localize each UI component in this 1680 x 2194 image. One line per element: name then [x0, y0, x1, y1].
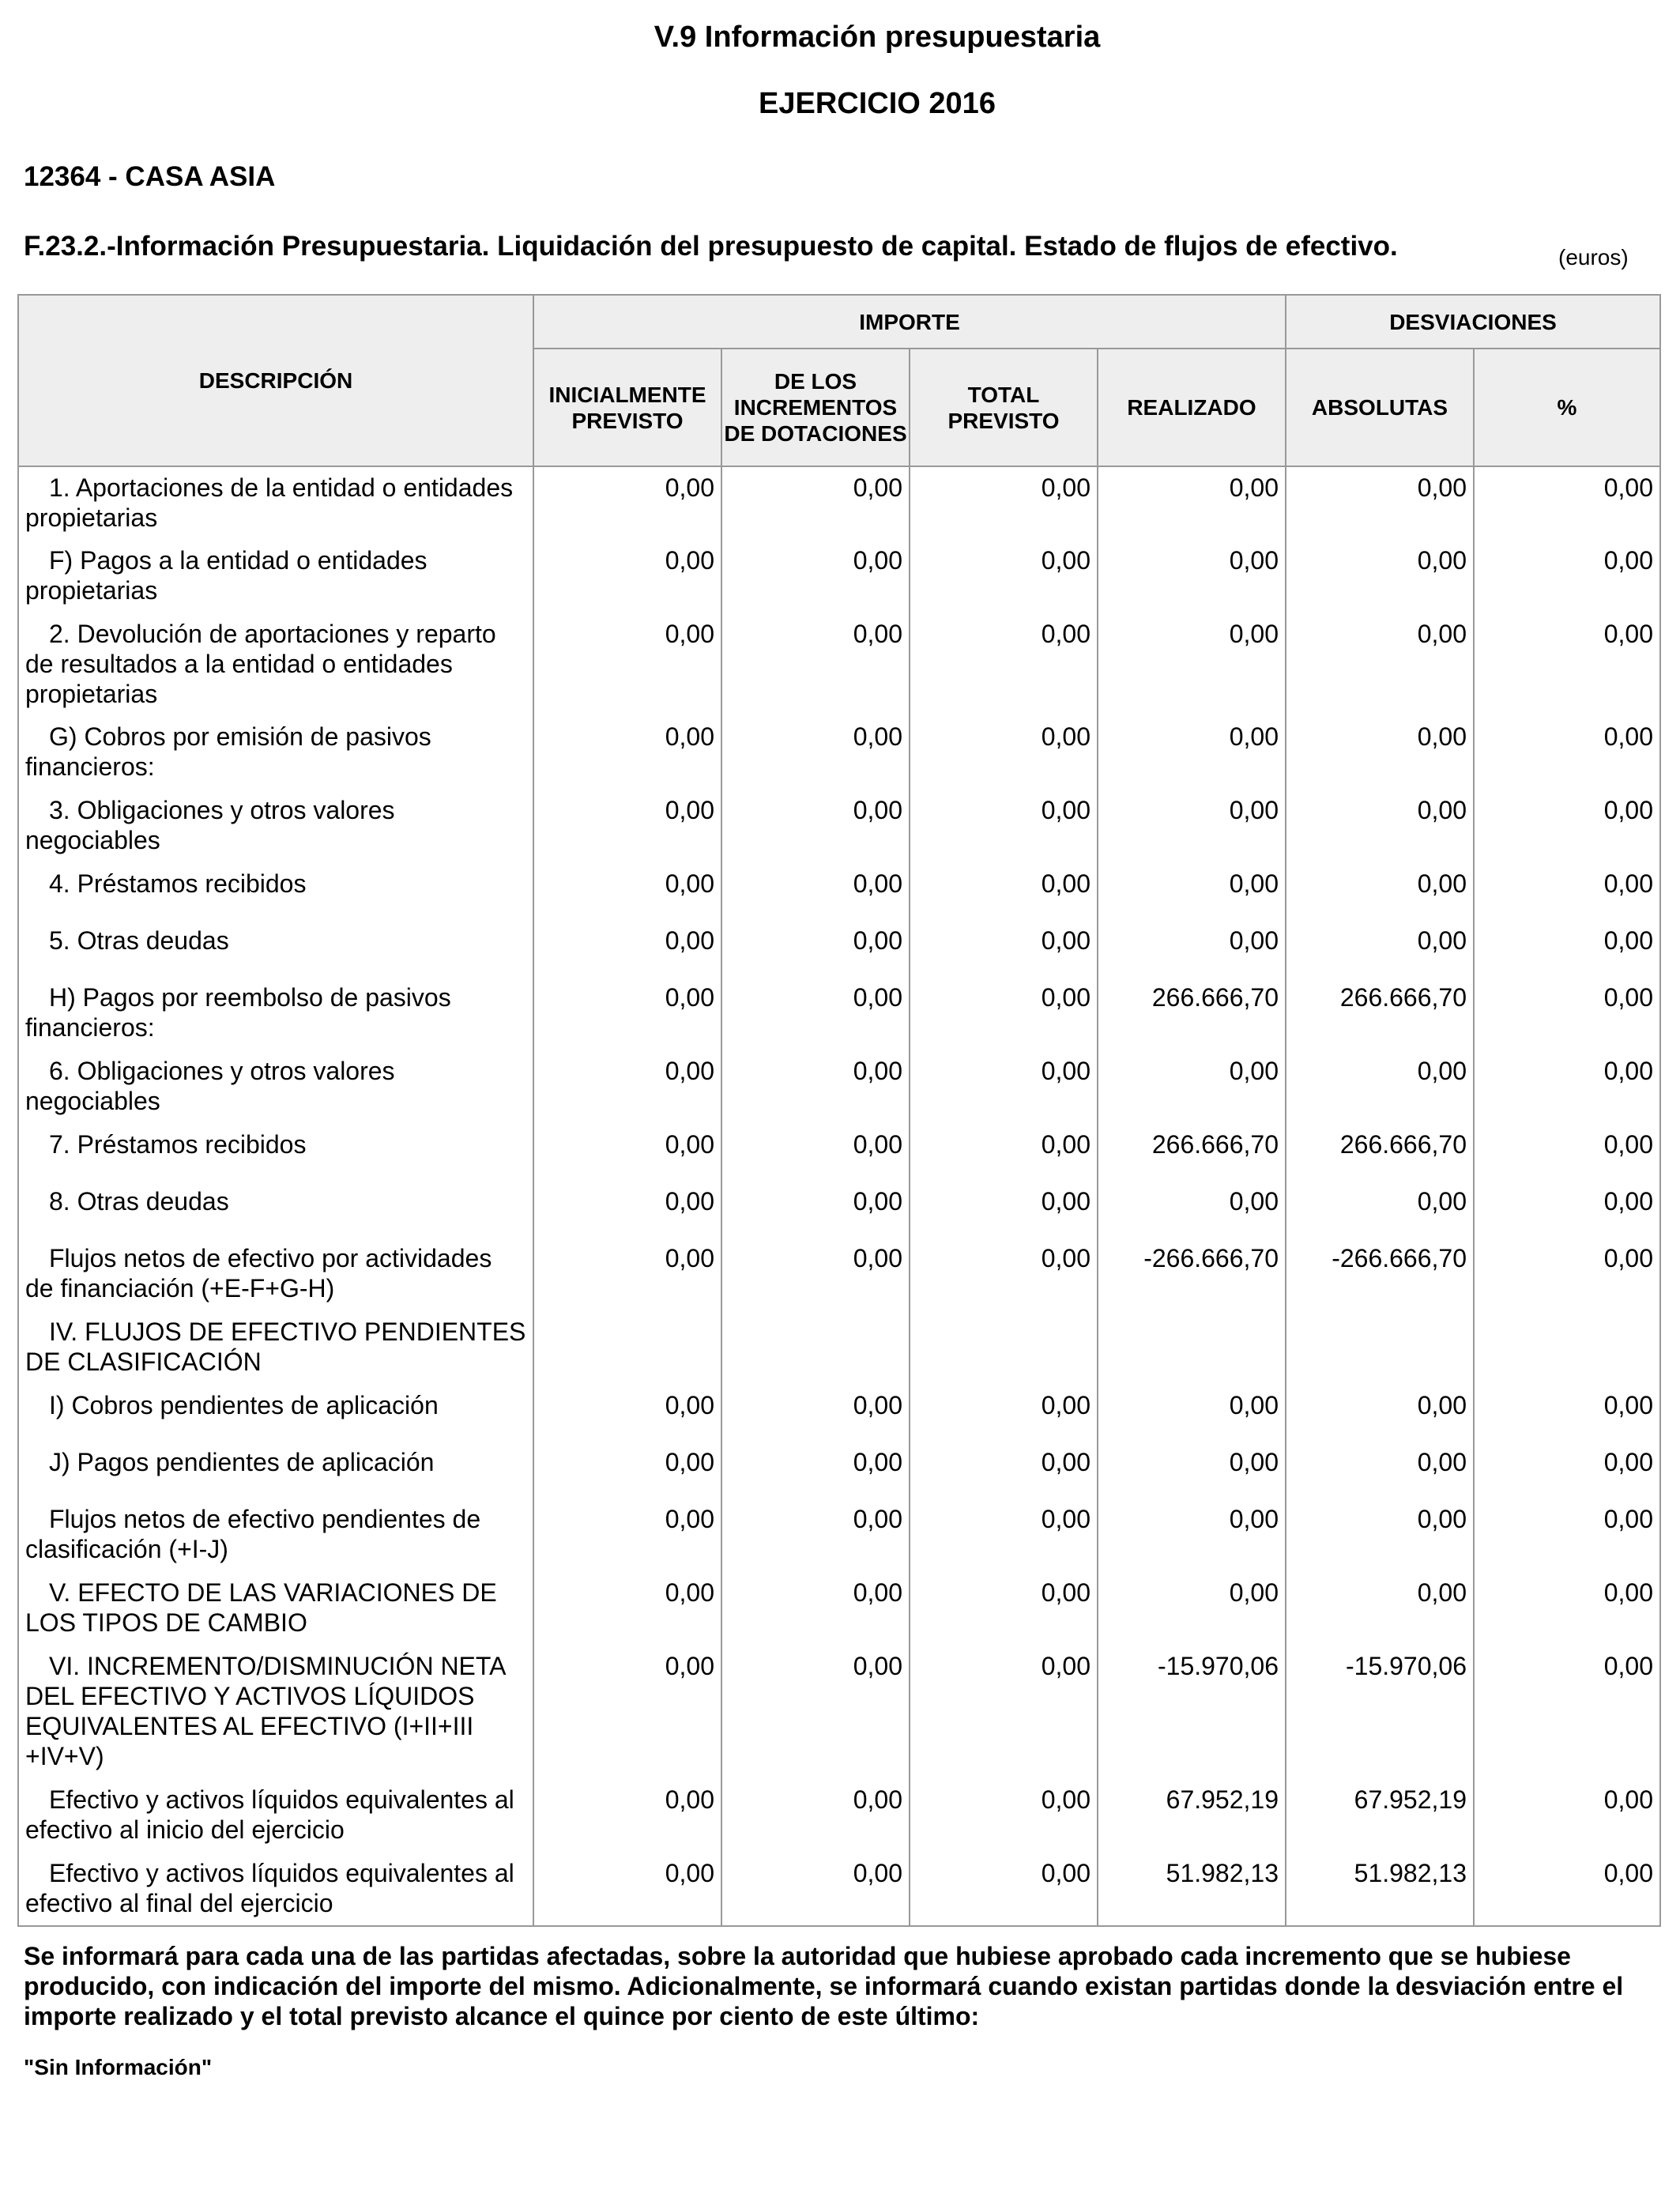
- cash-flow-table: [17, 294, 1661, 1927]
- cell-realizado: 0,00: [1098, 1442, 1286, 1498]
- row-description: [18, 716, 533, 790]
- cell-absolutas: 266.666,70: [1286, 1124, 1474, 1181]
- row-label: 1. Aportaciones de la entidad o entidades propietarias: [25, 473, 514, 532]
- cell-incrementos-dotaciones: 0,00: [721, 1050, 910, 1124]
- header-total-previsto: TOTAL PREVISTO: [910, 349, 1098, 466]
- header-importe: IMPORTE: [533, 295, 1286, 349]
- cell-incrementos-dotaciones: 0,00: [721, 1442, 910, 1498]
- cell-absolutas: 0,00: [1286, 540, 1474, 613]
- table-row: [18, 540, 1660, 613]
- cell-absolutas: 0,00: [1286, 466, 1474, 540]
- cell-incrementos-dotaciones: 0,00: [721, 863, 910, 920]
- table-row: [18, 1181, 1660, 1238]
- cell-inicialmente-previsto: 0,00: [533, 1050, 721, 1124]
- cell-incrementos-dotaciones: 0,00: [721, 1498, 910, 1572]
- cell-realizado: 0,00: [1098, 1050, 1286, 1124]
- cell-inicialmente-previsto: 0,00: [533, 863, 721, 920]
- cell-absolutas: 0,00: [1286, 1385, 1474, 1442]
- cell-absolutas: 0,00: [1286, 613, 1474, 716]
- entity-name: 12364 - CASA ASIA: [24, 161, 276, 192]
- cell-absolutas: 0,00: [1286, 1498, 1474, 1572]
- cell-porcentaje: 0,00: [1474, 716, 1660, 790]
- exercise-year: EJERCICIO 2016: [759, 87, 996, 120]
- table-row: [18, 716, 1660, 790]
- cell-total-previsto: 0,00: [910, 1124, 1098, 1181]
- cell-total-previsto: 0,00: [910, 1385, 1098, 1442]
- table-row: [18, 613, 1660, 716]
- row-description: [18, 1572, 533, 1646]
- cell-total-previsto: 0,00: [910, 920, 1098, 977]
- cell-inicialmente-previsto: 0,00: [533, 1385, 721, 1442]
- cell-incrementos-dotaciones: 0,00: [721, 1646, 910, 1779]
- cell-total-previsto: 0,00: [910, 540, 1098, 613]
- table-row: [18, 1853, 1660, 1926]
- row-description: [18, 1442, 533, 1498]
- cell-realizado: -15.970,06: [1098, 1646, 1286, 1779]
- row-label: V. EFECTO DE LAS VARIACIONES DE LOS TIPOS DE CAMBIO: [25, 1578, 497, 1637]
- table-row: [18, 790, 1660, 863]
- cell-incrementos-dotaciones: [721, 1311, 910, 1385]
- cell-porcentaje: 0,00: [1474, 613, 1660, 716]
- cell-realizado: 0,00: [1098, 613, 1286, 716]
- cell-total-previsto: 0,00: [910, 1572, 1098, 1646]
- cell-absolutas: 51.982,13: [1286, 1853, 1474, 1926]
- row-description: [18, 613, 533, 716]
- header-incrementos-dotaciones: DE LOS INCREMENTOS DE DOTACIONES: [721, 349, 910, 466]
- cell-porcentaje: 0,00: [1474, 920, 1660, 977]
- cell-total-previsto: 0,00: [910, 1050, 1098, 1124]
- row-label: IV. FLUJOS DE EFECTIVO PENDIENTES DE CLASIFICACIÓN: [25, 1318, 526, 1376]
- cell-porcentaje: 0,00: [1474, 1779, 1660, 1853]
- row-label: Efectivo y activos líquidos equivalentes al efectivo al final del ejercicio: [25, 1859, 514, 1917]
- cell-porcentaje: 0,00: [1474, 1181, 1660, 1238]
- cell-realizado: 266.666,70: [1098, 977, 1286, 1050]
- row-label: Efectivo y activos líquidos equivalentes al efectivo al inicio del ejercicio: [25, 1785, 514, 1844]
- cell-realizado: 0,00: [1098, 466, 1286, 540]
- cell-incrementos-dotaciones: 0,00: [721, 1572, 910, 1646]
- units-label: (euros): [1558, 245, 1629, 270]
- table-row: [18, 1498, 1660, 1572]
- header-desviaciones: DESVIACIONES: [1286, 295, 1660, 349]
- cell-incrementos-dotaciones: 0,00: [721, 1124, 910, 1181]
- cell-incrementos-dotaciones: 0,00: [721, 1853, 910, 1926]
- cell-absolutas: 67.952,19: [1286, 1779, 1474, 1853]
- header-realizado: REALIZADO: [1098, 349, 1286, 466]
- cell-incrementos-dotaciones: 0,00: [721, 1181, 910, 1238]
- cell-inicialmente-previsto: 0,00: [533, 920, 721, 977]
- cell-inicialmente-previsto: 0,00: [533, 1572, 721, 1646]
- table-row: [18, 863, 1660, 920]
- row-label: I) Cobros pendientes de aplicación: [49, 1391, 439, 1419]
- row-description: [18, 540, 533, 613]
- cell-realizado: 0,00: [1098, 863, 1286, 920]
- cell-porcentaje: 0,00: [1474, 1853, 1660, 1926]
- cell-porcentaje: 0,00: [1474, 466, 1660, 540]
- cell-total-previsto: 0,00: [910, 1238, 1098, 1311]
- cell-inicialmente-previsto: 0,00: [533, 977, 721, 1050]
- row-label: J) Pagos pendientes de aplicación: [49, 1448, 435, 1476]
- cell-inicialmente-previsto: 0,00: [533, 1124, 721, 1181]
- cell-incrementos-dotaciones: 0,00: [721, 613, 910, 716]
- cell-porcentaje: [1474, 1311, 1660, 1385]
- cell-realizado: 0,00: [1098, 1385, 1286, 1442]
- cell-porcentaje: 0,00: [1474, 977, 1660, 1050]
- cell-porcentaje: 0,00: [1474, 540, 1660, 613]
- header-descripcion: DESCRIPCIÓN: [18, 295, 533, 466]
- no-information: "Sin Información": [24, 2055, 213, 2079]
- cell-total-previsto: 0,00: [910, 977, 1098, 1050]
- cell-incrementos-dotaciones: 0,00: [721, 790, 910, 863]
- cell-absolutas: 0,00: [1286, 1181, 1474, 1238]
- table-row: [18, 466, 1660, 540]
- cell-total-previsto: 0,00: [910, 1646, 1098, 1779]
- cell-total-previsto: 0,00: [910, 1181, 1098, 1238]
- cell-absolutas: 0,00: [1286, 1572, 1474, 1646]
- table-row: [18, 1311, 1660, 1385]
- row-label: 4. Préstamos recibidos: [49, 869, 307, 898]
- page-title: V.9 Información presupuestaria: [654, 21, 1101, 54]
- row-description: [18, 1779, 533, 1853]
- row-description: [18, 1385, 533, 1442]
- table-row: [18, 977, 1660, 1050]
- cell-inicialmente-previsto: 0,00: [533, 1498, 721, 1572]
- header-absolutas: ABSOLUTAS: [1286, 349, 1474, 466]
- cell-absolutas: 0,00: [1286, 716, 1474, 790]
- cell-total-previsto: 0,00: [910, 716, 1098, 790]
- cell-inicialmente-previsto: 0,00: [533, 1646, 721, 1779]
- cell-absolutas: 0,00: [1286, 1050, 1474, 1124]
- cell-porcentaje: 0,00: [1474, 1442, 1660, 1498]
- cell-realizado: 0,00: [1098, 540, 1286, 613]
- cell-porcentaje: 0,00: [1474, 1050, 1660, 1124]
- cell-absolutas: 0,00: [1286, 790, 1474, 863]
- cell-realizado: 0,00: [1098, 920, 1286, 977]
- row-label: H) Pagos por reembolso de pasivos financieros:: [25, 983, 451, 1042]
- cell-realizado: 0,00: [1098, 1498, 1286, 1572]
- cell-inicialmente-previsto: 0,00: [533, 1238, 721, 1311]
- cell-realizado: 0,00: [1098, 716, 1286, 790]
- row-label: Flujos netos de efectivo por actividades de financiación (+E-F+G-H): [25, 1244, 492, 1302]
- cell-porcentaje: 0,00: [1474, 1385, 1660, 1442]
- cell-porcentaje: 0,00: [1474, 790, 1660, 863]
- header-inicialmente-previsto: INICIALMENTE PREVISTO: [533, 349, 721, 466]
- cell-inicialmente-previsto: 0,00: [533, 1181, 721, 1238]
- cell-realizado: -266.666,70: [1098, 1238, 1286, 1311]
- cell-porcentaje: 0,00: [1474, 863, 1660, 920]
- cell-incrementos-dotaciones: 0,00: [721, 1779, 910, 1853]
- cell-inicialmente-previsto: 0,00: [533, 466, 721, 540]
- cell-absolutas: 0,00: [1286, 920, 1474, 977]
- row-description: [18, 1238, 533, 1311]
- row-description: [18, 466, 533, 540]
- cell-total-previsto: 0,00: [910, 1498, 1098, 1572]
- row-description: [18, 1311, 533, 1385]
- cell-total-previsto: 0,00: [910, 1779, 1098, 1853]
- cell-incrementos-dotaciones: 0,00: [721, 716, 910, 790]
- row-description: [18, 977, 533, 1050]
- cell-realizado: [1098, 1311, 1286, 1385]
- cell-inicialmente-previsto: 0,00: [533, 1442, 721, 1498]
- row-label: 8. Otras deudas: [49, 1187, 229, 1216]
- cell-inicialmente-previsto: 0,00: [533, 540, 721, 613]
- row-description: [18, 790, 533, 863]
- section-title: F.23.2.-Información Presupuestaria. Liquidación del presupuesto de capital. Estado de flujos de efectivo.: [24, 231, 1398, 262]
- cell-absolutas: -266.666,70: [1286, 1238, 1474, 1311]
- cell-incrementos-dotaciones: 0,00: [721, 466, 910, 540]
- row-label: VI. INCREMENTO/DISMINUCIÓN NETA DEL EFECTIVO Y ACTIVOS LÍQUIDOS EQUIVALENTES AL EFECTIVO (I+II+III +IV+V): [25, 1652, 505, 1770]
- table-row: [18, 1238, 1660, 1311]
- cell-realizado: 0,00: [1098, 1181, 1286, 1238]
- header-porcentaje: %: [1474, 349, 1660, 466]
- cell-absolutas: 0,00: [1286, 863, 1474, 920]
- row-description: [18, 1853, 533, 1926]
- cell-inicialmente-previsto: 0,00: [533, 716, 721, 790]
- cell-absolutas: 0,00: [1286, 1442, 1474, 1498]
- cell-porcentaje: 0,00: [1474, 1572, 1660, 1646]
- cell-absolutas: [1286, 1311, 1474, 1385]
- cell-porcentaje: 0,00: [1474, 1498, 1660, 1572]
- row-label: 2. Devolución de aportaciones y reparto de resultados a la entidad o entidades propietarias: [25, 620, 496, 708]
- cell-incrementos-dotaciones: 0,00: [721, 1238, 910, 1311]
- cell-total-previsto: 0,00: [910, 1853, 1098, 1926]
- cell-absolutas: -15.970,06: [1286, 1646, 1474, 1779]
- cell-inicialmente-previsto: 0,00: [533, 790, 721, 863]
- row-description: [18, 920, 533, 977]
- cell-incrementos-dotaciones: 0,00: [721, 920, 910, 977]
- row-description: [18, 1498, 533, 1572]
- row-description: [18, 1646, 533, 1779]
- cell-realizado: 51.982,13: [1098, 1853, 1286, 1926]
- cell-incrementos-dotaciones: 0,00: [721, 977, 910, 1050]
- row-description: [18, 863, 533, 920]
- table-row: [18, 1442, 1660, 1498]
- table-row: [18, 920, 1660, 977]
- table-row: [18, 1050, 1660, 1124]
- row-label: F) Pagos a la entidad o entidades propietarias: [25, 546, 428, 605]
- row-description: [18, 1181, 533, 1238]
- row-label: Flujos netos de efectivo pendientes de clasificación (+I-J): [25, 1505, 481, 1563]
- cell-inicialmente-previsto: 0,00: [533, 613, 721, 716]
- cell-porcentaje: 0,00: [1474, 1238, 1660, 1311]
- cell-porcentaje: 0,00: [1474, 1124, 1660, 1181]
- cell-realizado: 266.666,70: [1098, 1124, 1286, 1181]
- cell-inicialmente-previsto: 0,00: [533, 1779, 721, 1853]
- cell-inicialmente-previsto: [533, 1311, 721, 1385]
- cell-inicialmente-previsto: 0,00: [533, 1853, 721, 1926]
- cell-total-previsto: 0,00: [910, 613, 1098, 716]
- cell-porcentaje: 0,00: [1474, 1646, 1660, 1779]
- table-row: [18, 1779, 1660, 1853]
- row-description: [18, 1124, 533, 1181]
- cell-realizado: 0,00: [1098, 1572, 1286, 1646]
- table-row: [18, 1385, 1660, 1442]
- row-description: [18, 1050, 533, 1124]
- cell-total-previsto: 0,00: [910, 790, 1098, 863]
- row-label: 5. Otras deudas: [49, 926, 229, 955]
- cell-incrementos-dotaciones: 0,00: [721, 1385, 910, 1442]
- cell-total-previsto: 0,00: [910, 1442, 1098, 1498]
- cell-incrementos-dotaciones: 0,00: [721, 540, 910, 613]
- cell-total-previsto: [910, 1311, 1098, 1385]
- cell-total-previsto: 0,00: [910, 466, 1098, 540]
- table-row: [18, 1124, 1660, 1181]
- row-label: 3. Obligaciones y otros valores negociables: [25, 796, 395, 854]
- row-label: 7. Préstamos recibidos: [49, 1130, 307, 1159]
- table-row: [18, 1572, 1660, 1646]
- cell-total-previsto: 0,00: [910, 863, 1098, 920]
- table-body: [18, 466, 1660, 1926]
- cell-absolutas: 266.666,70: [1286, 977, 1474, 1050]
- cell-realizado: 67.952,19: [1098, 1779, 1286, 1853]
- table-row: [18, 1646, 1660, 1779]
- row-label: G) Cobros por emisión de pasivos financieros:: [25, 722, 431, 781]
- cell-realizado: 0,00: [1098, 790, 1286, 863]
- row-label: 6. Obligaciones y otros valores negociables: [25, 1057, 395, 1115]
- footer-note: Se informará para cada una de las partidas afectadas, sobre la autoridad que hubiese aprobado cada incremento que se hubiese producido, con indicación del importe del mismo. Adicionalmente, se informará cuando existan partidas donde la desviación entre el importe realizado y el total previsto alcance el quince por ciento de este último:: [24, 1942, 1624, 2030]
